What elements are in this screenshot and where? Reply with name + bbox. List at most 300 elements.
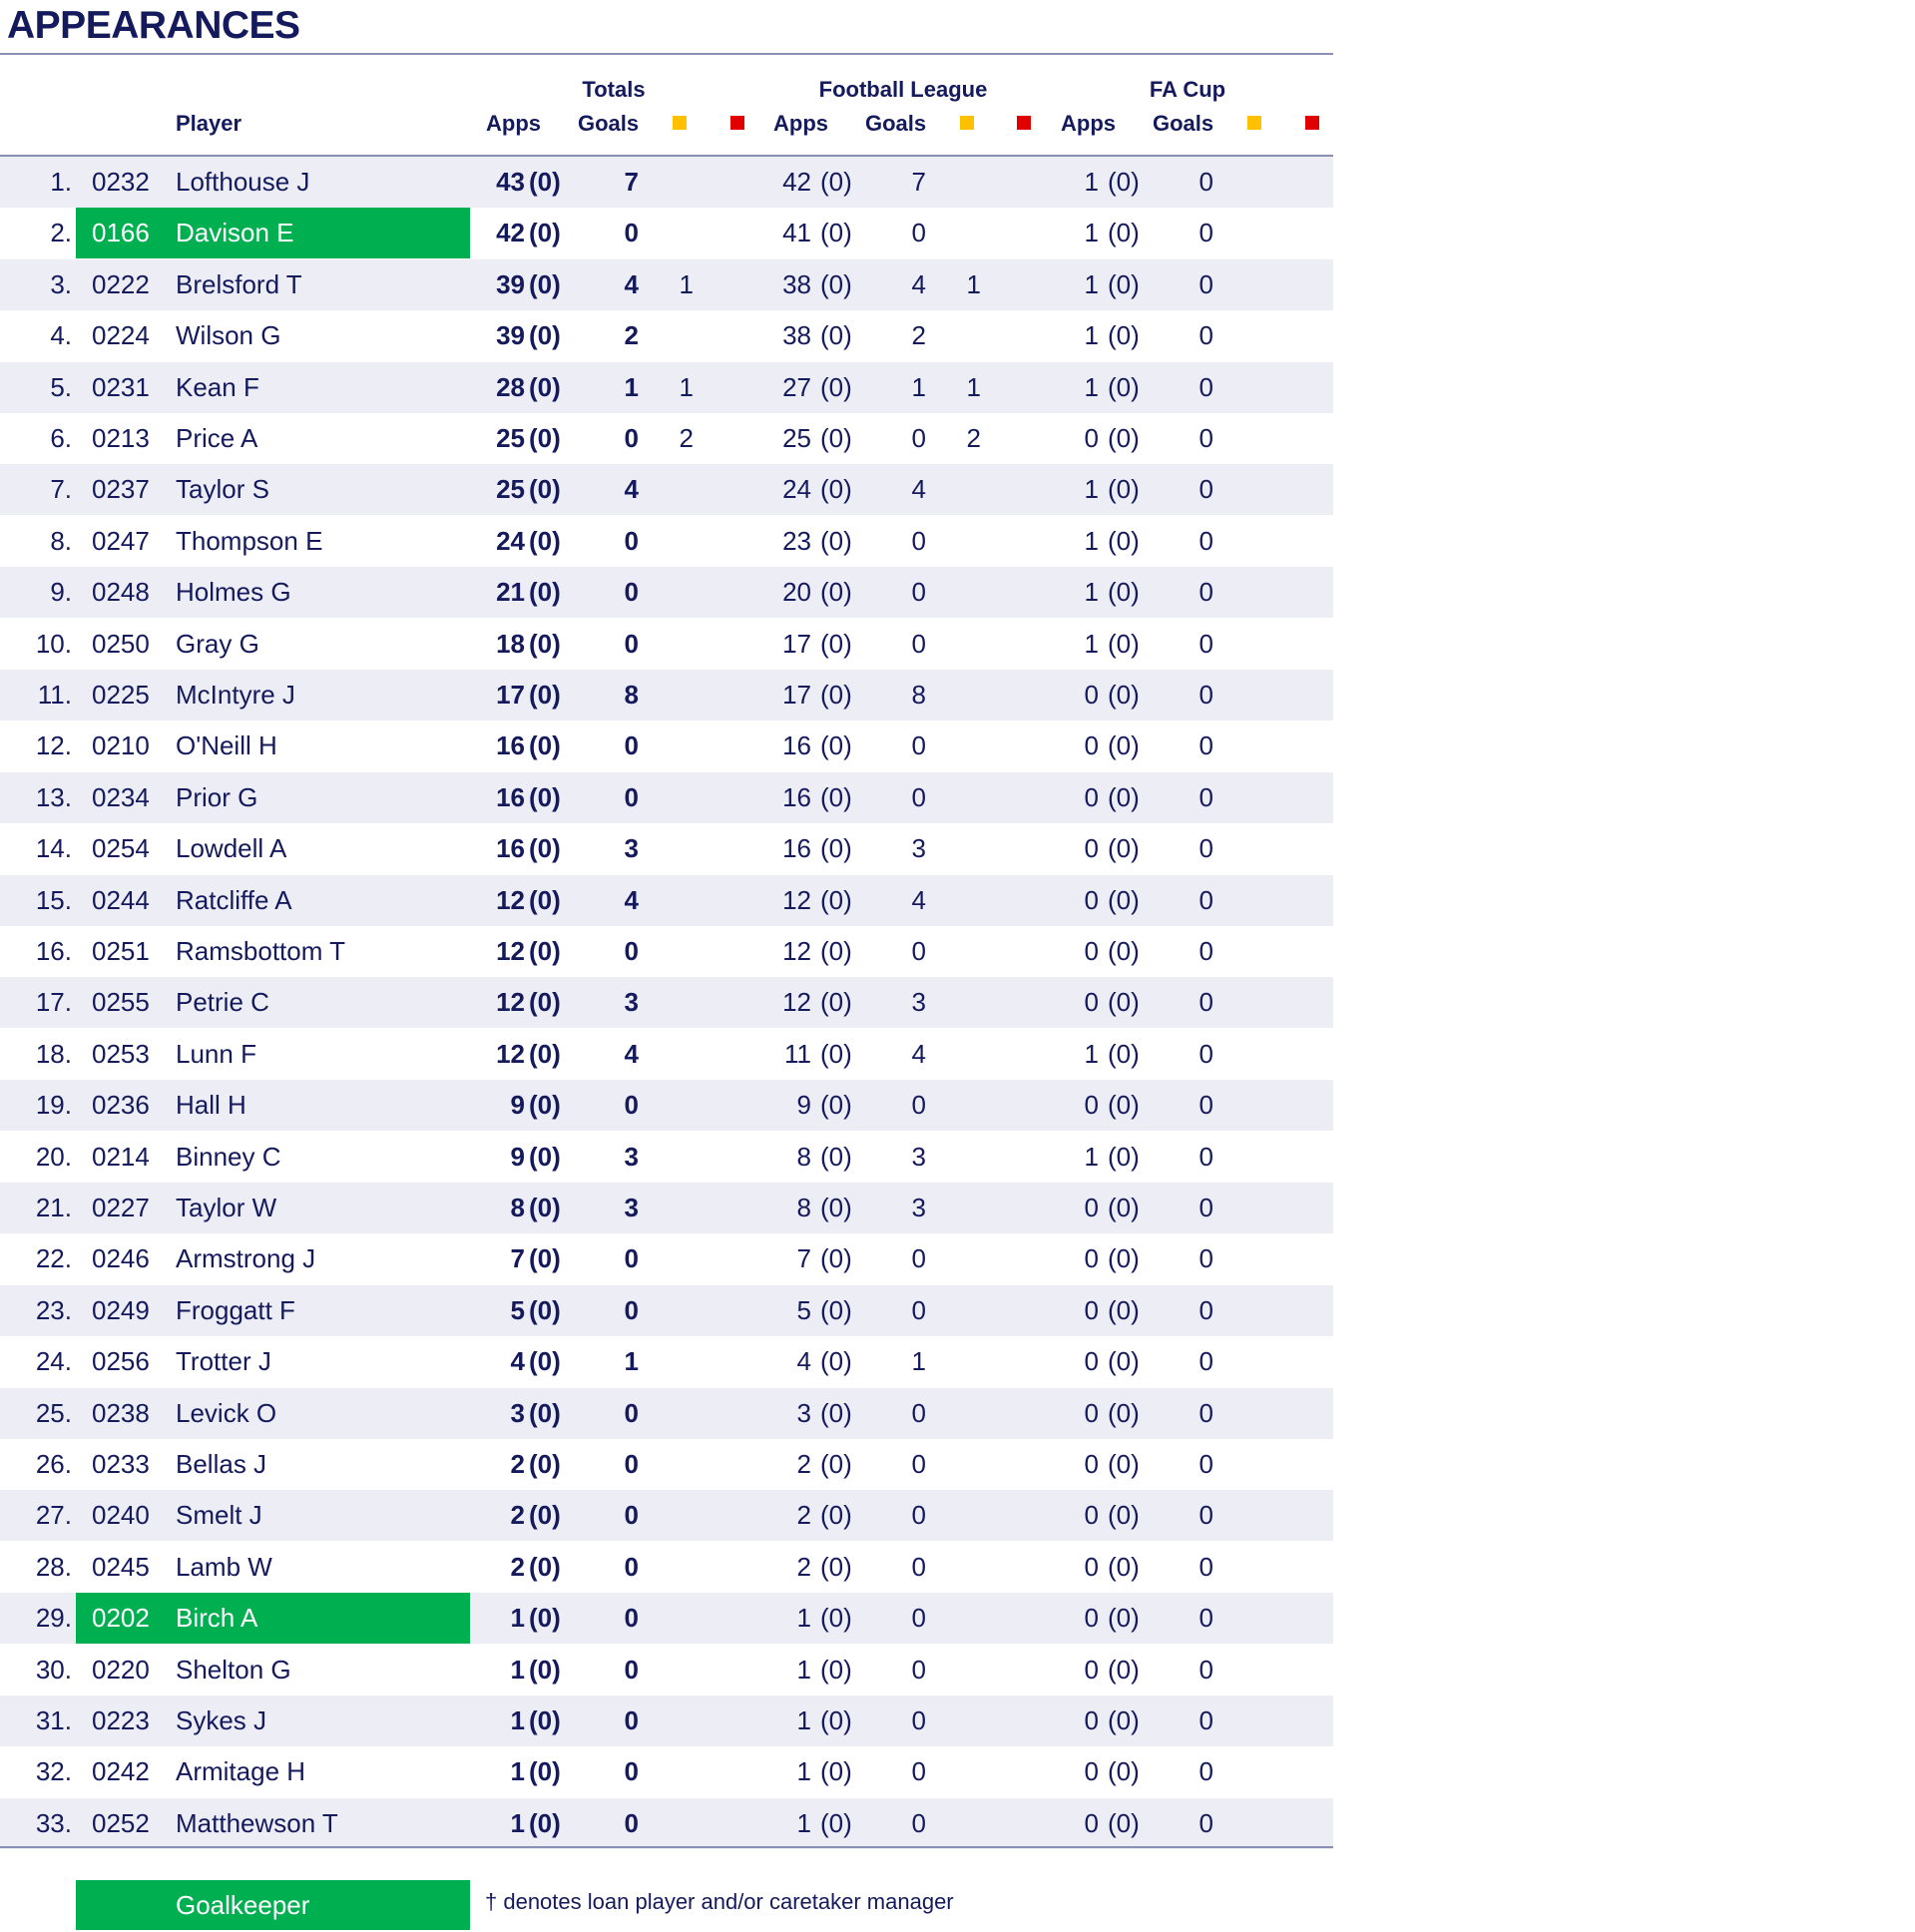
total-yellow-cards xyxy=(664,1645,694,1695)
cup-goals: 0 xyxy=(1198,628,1213,659)
total-apps: 28 xyxy=(496,371,525,402)
league-goals: 0 xyxy=(911,628,926,659)
total-yellow-cards xyxy=(664,567,694,618)
cup-apps: 0 xyxy=(1084,1294,1099,1325)
league-red-cards xyxy=(1008,721,1038,771)
total-sub-apps: (0) xyxy=(529,833,561,864)
league-goals: 4 xyxy=(911,474,926,505)
total-apps: 16 xyxy=(496,730,525,761)
table-row xyxy=(0,1029,1333,1080)
league-goals: 0 xyxy=(911,1551,926,1582)
cup-sub-apps: (0) xyxy=(1108,167,1140,197)
cup-apps: 0 xyxy=(1084,1603,1099,1634)
league-yellow-cards xyxy=(951,567,981,618)
row-number: 23. xyxy=(35,1294,72,1325)
total-sub-apps: (0) xyxy=(529,1807,561,1838)
league-red-cards xyxy=(1008,567,1038,618)
player-name: McIntyre J xyxy=(176,680,295,710)
player-name: Lofthouse J xyxy=(176,167,310,197)
red-card-icon xyxy=(1305,116,1319,130)
league-red-cards xyxy=(1008,670,1038,721)
cup-sub-apps: (0) xyxy=(1108,1193,1140,1222)
league-red-cards xyxy=(1008,1593,1038,1644)
league-apps: 2 xyxy=(796,1449,811,1479)
league-apps: 38 xyxy=(782,320,811,351)
league-sub-apps: (0) xyxy=(820,474,852,505)
cup-sub-apps: (0) xyxy=(1108,1500,1140,1531)
row-number: 32. xyxy=(35,1756,72,1787)
total-apps: 24 xyxy=(496,525,525,556)
total-apps: 39 xyxy=(496,320,525,351)
total-sub-apps: (0) xyxy=(529,1141,561,1172)
cup-sub-apps: (0) xyxy=(1108,884,1140,915)
league-red-cards xyxy=(1008,208,1038,258)
cup-red-cards xyxy=(1295,823,1325,874)
league-yellow-cards xyxy=(951,1798,981,1849)
column-header-player: Player xyxy=(176,111,242,136)
league-apps: 16 xyxy=(782,833,811,864)
league-apps: 42 xyxy=(782,167,811,197)
player-name: O'Neill H xyxy=(176,730,277,761)
cup-apps: 0 xyxy=(1084,833,1099,864)
cup-sub-apps: (0) xyxy=(1108,1449,1140,1479)
row-number: 21. xyxy=(35,1193,72,1222)
player-id: 0223 xyxy=(92,1705,150,1735)
league-red-cards xyxy=(1008,1695,1038,1746)
league-sub-apps: (0) xyxy=(820,1397,852,1428)
player-name: Ratcliffe A xyxy=(176,884,292,915)
player-id: 0242 xyxy=(92,1756,150,1787)
player-id: 0247 xyxy=(92,525,150,556)
player-id: 0248 xyxy=(92,577,150,608)
player-id: 0238 xyxy=(92,1397,150,1428)
total-red-cards xyxy=(720,926,750,977)
league-apps: 1 xyxy=(796,1654,811,1685)
total-red-cards xyxy=(720,1645,750,1695)
cup-red-cards xyxy=(1295,1285,1325,1336)
cup-goals: 0 xyxy=(1198,884,1213,915)
player-id: 0232 xyxy=(92,167,150,197)
cup-red-cards xyxy=(1295,1132,1325,1183)
total-apps: 1 xyxy=(510,1807,525,1838)
cup-sub-apps: (0) xyxy=(1108,628,1140,659)
total-yellow-cards: 1 xyxy=(679,371,694,402)
row-number: 12. xyxy=(35,730,72,761)
total-goals: 0 xyxy=(624,423,639,453)
cup-sub-apps: (0) xyxy=(1108,1705,1140,1735)
cup-goals: 0 xyxy=(1198,680,1213,710)
total-goals: 0 xyxy=(624,936,639,966)
league-yellow-cards xyxy=(951,1285,981,1336)
column-header-league-apps: Apps xyxy=(773,111,828,136)
title-underline xyxy=(0,53,1333,55)
total-sub-apps: (0) xyxy=(529,268,561,299)
league-red-cards xyxy=(1008,1285,1038,1336)
league-red-cards xyxy=(1008,1439,1038,1490)
total-sub-apps: (0) xyxy=(529,884,561,915)
league-goals: 0 xyxy=(911,1603,926,1634)
total-yellow-cards xyxy=(664,772,694,823)
league-apps: 2 xyxy=(796,1551,811,1582)
player-name: Brelsford T xyxy=(176,268,302,299)
cup-red-cards xyxy=(1295,1080,1325,1131)
cup-sub-apps: (0) xyxy=(1108,371,1140,402)
cup-apps: 0 xyxy=(1084,781,1099,812)
row-number: 1. xyxy=(50,167,72,197)
league-apps: 17 xyxy=(782,680,811,710)
total-yellow-cards xyxy=(664,1183,694,1233)
league-red-cards xyxy=(1008,413,1038,464)
row-number: 3. xyxy=(50,268,72,299)
total-red-cards xyxy=(720,1695,750,1746)
league-sub-apps: (0) xyxy=(820,680,852,710)
row-number: 27. xyxy=(35,1500,72,1531)
total-yellow-cards xyxy=(664,464,694,515)
table-row xyxy=(0,721,1333,771)
total-apps: 17 xyxy=(496,680,525,710)
total-sub-apps: (0) xyxy=(529,1449,561,1479)
cup-apps: 0 xyxy=(1084,1654,1099,1685)
total-goals: 0 xyxy=(624,781,639,812)
total-sub-apps: (0) xyxy=(529,1294,561,1325)
total-apps: 9 xyxy=(510,1090,525,1121)
total-yellow-cards xyxy=(664,1336,694,1387)
total-goals: 0 xyxy=(624,730,639,761)
cup-yellow-cards xyxy=(1238,1593,1268,1644)
league-apps: 1 xyxy=(796,1807,811,1838)
total-apps: 43 xyxy=(496,167,525,197)
cup-yellow-cards xyxy=(1238,1490,1268,1541)
row-number: 20. xyxy=(35,1141,72,1172)
total-goals: 2 xyxy=(624,320,639,351)
total-sub-apps: (0) xyxy=(529,525,561,556)
cup-red-cards xyxy=(1295,1029,1325,1080)
league-yellow-cards xyxy=(951,157,981,208)
league-sub-apps: (0) xyxy=(820,320,852,351)
cup-apps: 0 xyxy=(1084,936,1099,966)
league-sub-apps: (0) xyxy=(820,268,852,299)
cup-red-cards xyxy=(1295,516,1325,567)
league-yellow-cards xyxy=(951,310,981,361)
league-red-cards xyxy=(1008,1542,1038,1593)
league-red-cards xyxy=(1008,1645,1038,1695)
cup-apps: 1 xyxy=(1084,320,1099,351)
league-goals: 7 xyxy=(911,167,926,197)
total-red-cards xyxy=(720,208,750,258)
league-sub-apps: (0) xyxy=(820,833,852,864)
total-sub-apps: (0) xyxy=(529,1243,561,1274)
cup-yellow-cards xyxy=(1238,413,1268,464)
league-red-cards xyxy=(1008,1132,1038,1183)
league-yellow-cards xyxy=(951,1593,981,1644)
total-goals: 0 xyxy=(624,1807,639,1838)
row-number: 19. xyxy=(35,1090,72,1121)
player-id: 0251 xyxy=(92,936,150,966)
league-apps: 9 xyxy=(796,1090,811,1121)
cup-yellow-cards xyxy=(1238,464,1268,515)
league-yellow-cards xyxy=(951,1029,981,1080)
league-sub-apps: (0) xyxy=(820,628,852,659)
player-id: 0166 xyxy=(92,218,150,248)
total-goals: 3 xyxy=(624,987,639,1018)
total-red-cards xyxy=(720,823,750,874)
total-red-cards xyxy=(720,1336,750,1387)
cup-sub-apps: (0) xyxy=(1108,1756,1140,1787)
total-apps: 4 xyxy=(510,1346,525,1377)
player-id: 0250 xyxy=(92,628,150,659)
total-apps: 5 xyxy=(510,1294,525,1325)
total-yellow-cards xyxy=(664,1746,694,1797)
league-yellow-cards xyxy=(951,1439,981,1490)
total-apps: 9 xyxy=(510,1141,525,1172)
league-yellow-cards xyxy=(951,823,981,874)
total-yellow-cards xyxy=(664,1029,694,1080)
cup-apps: 0 xyxy=(1084,1705,1099,1735)
total-apps: 3 xyxy=(510,1397,525,1428)
league-apps: 41 xyxy=(782,218,811,248)
player-name: Shelton G xyxy=(176,1654,291,1685)
league-goals: 0 xyxy=(911,1090,926,1121)
total-goals: 4 xyxy=(624,884,639,915)
league-red-cards xyxy=(1008,362,1038,413)
cup-goals: 0 xyxy=(1198,1500,1213,1531)
cup-yellow-cards xyxy=(1238,1542,1268,1593)
total-yellow-cards xyxy=(664,1132,694,1183)
cup-goals: 0 xyxy=(1198,218,1213,248)
player-id: 0249 xyxy=(92,1294,150,1325)
league-sub-apps: (0) xyxy=(820,1603,852,1634)
cup-red-cards xyxy=(1295,208,1325,258)
total-goals: 0 xyxy=(624,1449,639,1479)
league-red-cards xyxy=(1008,1080,1038,1131)
cup-goals: 0 xyxy=(1198,1038,1213,1069)
cup-sub-apps: (0) xyxy=(1108,525,1140,556)
cup-goals: 0 xyxy=(1198,1243,1213,1274)
cup-red-cards xyxy=(1295,772,1325,823)
total-sub-apps: (0) xyxy=(529,1193,561,1222)
total-goals: 0 xyxy=(624,525,639,556)
total-apps: 1 xyxy=(510,1603,525,1634)
cup-red-cards xyxy=(1295,1439,1325,1490)
cup-apps: 0 xyxy=(1084,1397,1099,1428)
total-red-cards xyxy=(720,1593,750,1644)
league-sub-apps: (0) xyxy=(820,167,852,197)
league-apps: 1 xyxy=(796,1705,811,1735)
league-apps: 38 xyxy=(782,268,811,299)
player-name: Trotter J xyxy=(176,1346,271,1377)
total-goals: 3 xyxy=(624,1141,639,1172)
league-apps: 8 xyxy=(796,1193,811,1222)
league-red-cards xyxy=(1008,1183,1038,1233)
player-name: Smelt J xyxy=(176,1500,262,1531)
league-yellow-cards xyxy=(951,464,981,515)
player-id: 0244 xyxy=(92,884,150,915)
table-row xyxy=(0,670,1333,721)
player-id: 0252 xyxy=(92,1807,150,1838)
total-goals: 3 xyxy=(624,1193,639,1222)
table-row xyxy=(0,1490,1333,1541)
league-sub-apps: (0) xyxy=(820,1193,852,1222)
player-id: 0233 xyxy=(92,1449,150,1479)
total-yellow-cards xyxy=(664,977,694,1028)
cup-red-cards xyxy=(1295,1746,1325,1797)
cup-apps: 0 xyxy=(1084,730,1099,761)
league-yellow-cards xyxy=(951,1542,981,1593)
cup-yellow-cards xyxy=(1238,1285,1268,1336)
total-red-cards xyxy=(720,1285,750,1336)
league-apps: 2 xyxy=(796,1500,811,1531)
cup-yellow-cards xyxy=(1238,1645,1268,1695)
total-apps: 21 xyxy=(496,577,525,608)
total-goals: 8 xyxy=(624,680,639,710)
table-row xyxy=(0,1233,1333,1284)
league-sub-apps: (0) xyxy=(820,987,852,1018)
row-number: 15. xyxy=(35,884,72,915)
total-sub-apps: (0) xyxy=(529,1090,561,1121)
total-yellow-cards xyxy=(664,875,694,926)
total-sub-apps: (0) xyxy=(529,781,561,812)
cup-goals: 0 xyxy=(1198,423,1213,453)
cup-apps: 1 xyxy=(1084,474,1099,505)
total-apps: 12 xyxy=(496,1038,525,1069)
total-yellow-cards: 2 xyxy=(679,423,694,453)
total-yellow-cards: 1 xyxy=(679,268,694,299)
cup-goals: 0 xyxy=(1198,525,1213,556)
yellow-card-icon xyxy=(673,116,687,130)
total-apps: 16 xyxy=(496,781,525,812)
league-apps: 3 xyxy=(796,1397,811,1428)
league-sub-apps: (0) xyxy=(820,1500,852,1531)
cup-apps: 0 xyxy=(1084,884,1099,915)
cup-yellow-cards xyxy=(1238,1080,1268,1131)
cup-sub-apps: (0) xyxy=(1108,218,1140,248)
row-number: 30. xyxy=(35,1654,72,1685)
league-yellow-cards xyxy=(951,1183,981,1233)
league-goals: 4 xyxy=(911,884,926,915)
row-number: 16. xyxy=(35,936,72,966)
league-sub-apps: (0) xyxy=(820,1807,852,1838)
cup-goals: 0 xyxy=(1198,1705,1213,1735)
cup-sub-apps: (0) xyxy=(1108,730,1140,761)
league-goals: 0 xyxy=(911,1756,926,1787)
row-number: 29. xyxy=(35,1603,72,1634)
cup-apps: 0 xyxy=(1084,987,1099,1018)
player-id: 0225 xyxy=(92,680,150,710)
total-yellow-cards xyxy=(664,1695,694,1746)
table-row xyxy=(0,875,1333,926)
table-row xyxy=(0,310,1333,361)
cup-red-cards xyxy=(1295,1490,1325,1541)
cup-sub-apps: (0) xyxy=(1108,987,1140,1018)
league-sub-apps: (0) xyxy=(820,1449,852,1479)
total-sub-apps: (0) xyxy=(529,1346,561,1377)
cup-red-cards xyxy=(1295,1388,1325,1439)
total-goals: 4 xyxy=(624,268,639,299)
league-red-cards xyxy=(1008,259,1038,310)
row-number: 17. xyxy=(35,987,72,1018)
league-goals: 0 xyxy=(911,525,926,556)
total-apps: 25 xyxy=(496,423,525,453)
player-id: 0246 xyxy=(92,1243,150,1274)
table-row xyxy=(0,1183,1333,1233)
league-goals: 0 xyxy=(911,1243,926,1274)
total-red-cards xyxy=(720,619,750,670)
player-name: Holmes G xyxy=(176,577,291,608)
red-card-icon xyxy=(730,116,744,130)
cup-goals: 0 xyxy=(1198,474,1213,505)
league-goals: 0 xyxy=(911,781,926,812)
yellow-card-icon xyxy=(1247,116,1261,130)
cup-goals: 0 xyxy=(1198,1141,1213,1172)
total-sub-apps: (0) xyxy=(529,1654,561,1685)
cup-goals: 0 xyxy=(1198,1654,1213,1685)
total-apps: 16 xyxy=(496,833,525,864)
league-sub-apps: (0) xyxy=(820,525,852,556)
player-id: 0202 xyxy=(92,1603,150,1634)
league-goals: 0 xyxy=(911,936,926,966)
cup-goals: 0 xyxy=(1198,1346,1213,1377)
total-apps: 12 xyxy=(496,987,525,1018)
league-yellow-cards xyxy=(951,1388,981,1439)
league-apps: 27 xyxy=(782,371,811,402)
total-apps: 1 xyxy=(510,1654,525,1685)
league-yellow-cards xyxy=(951,1645,981,1695)
player-name: Petrie C xyxy=(176,987,269,1018)
total-red-cards xyxy=(720,1388,750,1439)
total-yellow-cards xyxy=(664,157,694,208)
cup-goals: 0 xyxy=(1198,371,1213,402)
cup-goals: 0 xyxy=(1198,1397,1213,1428)
row-number: 26. xyxy=(35,1449,72,1479)
league-apps: 1 xyxy=(796,1603,811,1634)
total-red-cards xyxy=(720,259,750,310)
group-header-football-league: Football League xyxy=(818,77,988,102)
total-goals: 4 xyxy=(624,1038,639,1069)
league-red-cards xyxy=(1008,823,1038,874)
cup-yellow-cards xyxy=(1238,208,1268,258)
table-row xyxy=(0,1593,1333,1644)
total-goals: 0 xyxy=(624,628,639,659)
league-red-cards xyxy=(1008,1490,1038,1541)
league-apps: 8 xyxy=(796,1141,811,1172)
goalkeeper-legend-label: Goalkeeper xyxy=(176,1890,310,1920)
player-name: Lunn F xyxy=(176,1038,256,1069)
total-goals: 0 xyxy=(624,577,639,608)
cup-apps: 1 xyxy=(1084,268,1099,299)
total-yellow-cards xyxy=(664,310,694,361)
league-sub-apps: (0) xyxy=(820,1346,852,1377)
league-sub-apps: (0) xyxy=(820,218,852,248)
table-bottom-rule xyxy=(0,1846,1333,1848)
cup-apps: 1 xyxy=(1084,167,1099,197)
cup-yellow-cards xyxy=(1238,670,1268,721)
player-name: Armitage H xyxy=(176,1756,306,1787)
league-apps: 12 xyxy=(782,936,811,966)
cup-yellow-cards xyxy=(1238,823,1268,874)
cup-goals: 0 xyxy=(1198,167,1213,197)
cup-apps: 0 xyxy=(1084,1551,1099,1582)
cup-apps: 0 xyxy=(1084,1449,1099,1479)
cup-yellow-cards xyxy=(1238,1695,1268,1746)
total-yellow-cards xyxy=(664,1388,694,1439)
total-sub-apps: (0) xyxy=(529,680,561,710)
table-row xyxy=(0,516,1333,567)
league-yellow-cards xyxy=(951,1233,981,1284)
league-red-cards xyxy=(1008,157,1038,208)
league-goals: 3 xyxy=(911,987,926,1018)
cup-sub-apps: (0) xyxy=(1108,1294,1140,1325)
league-goals: 0 xyxy=(911,423,926,453)
